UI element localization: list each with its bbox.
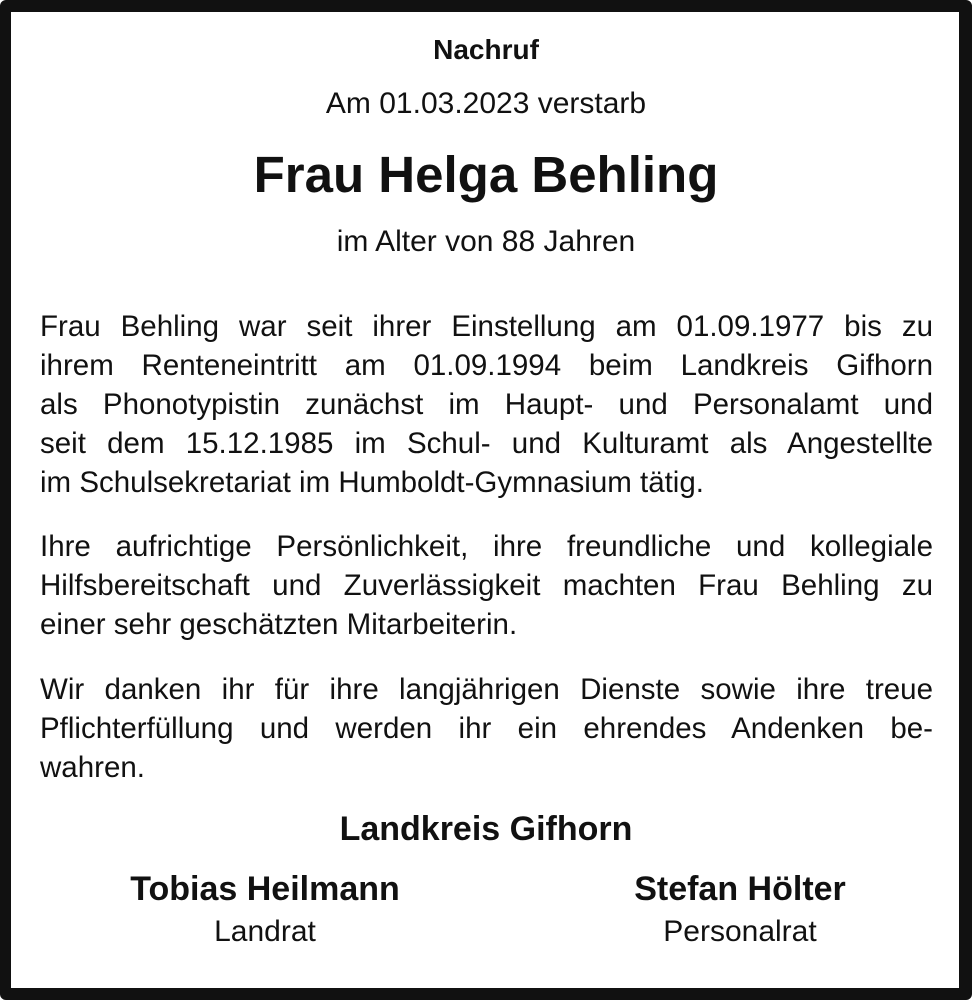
- text-line: Frau Behling war seit ihrer Einstellung am 01.09.1977 bis zu: [40, 310, 933, 343]
- paragraph-character: [40, 527, 933, 644]
- text-line: wahren.: [40, 751, 145, 784]
- signatory-name: Tobias Heilmann: [130, 870, 400, 908]
- organization: Landkreis Gifhorn: [339, 810, 633, 848]
- text-line: einer sehr geschätzten Mitarbeiterin.: [40, 608, 518, 641]
- paragraph-thanks: [40, 670, 933, 787]
- text-line: Hilfsbereitschaft und Zuverlässigkeit machten Frau Behling zu: [40, 569, 933, 602]
- text-line: seit dem 15.12.1985 im Schul- und Kulturamt als Angestellte: [40, 427, 933, 460]
- text-line: Wir danken ihr für ihre langjährigen Dienste sowie ihre treue: [40, 673, 933, 706]
- text-line: im Schulsekretariat im Humboldt-Gymnasium tätig.: [40, 466, 704, 499]
- deceased-name: Frau Helga Behling: [253, 146, 719, 203]
- signatory-personalrat: [540, 870, 940, 949]
- text-line: ihrem Renteneintritt am 01.09.1994 beim Landkreis Gifhorn: [40, 349, 933, 382]
- age-line: im Alter von 88 Jahren: [336, 225, 636, 258]
- text-line: Ihre aufrichtige Persönlichkeit, ihre freundliche und kollegiale: [40, 530, 933, 563]
- signatory-landrat: [65, 870, 465, 949]
- text-line: Pflichterfüllung und werden ihr ein ehrendes Andenken be-: [40, 712, 933, 745]
- signatory-role: Landrat: [214, 915, 316, 948]
- text-line: als Phonotypistin zunächst im Haupt- und Personalamt und: [40, 388, 933, 421]
- signatory-role: Personalrat: [663, 915, 817, 948]
- signatory-name: Stefan Hölter: [634, 870, 846, 908]
- paragraph-employment: [40, 307, 933, 502]
- date-line: Am 01.03.2023 verstarb: [325, 87, 647, 120]
- heading: Nachruf: [433, 34, 539, 65]
